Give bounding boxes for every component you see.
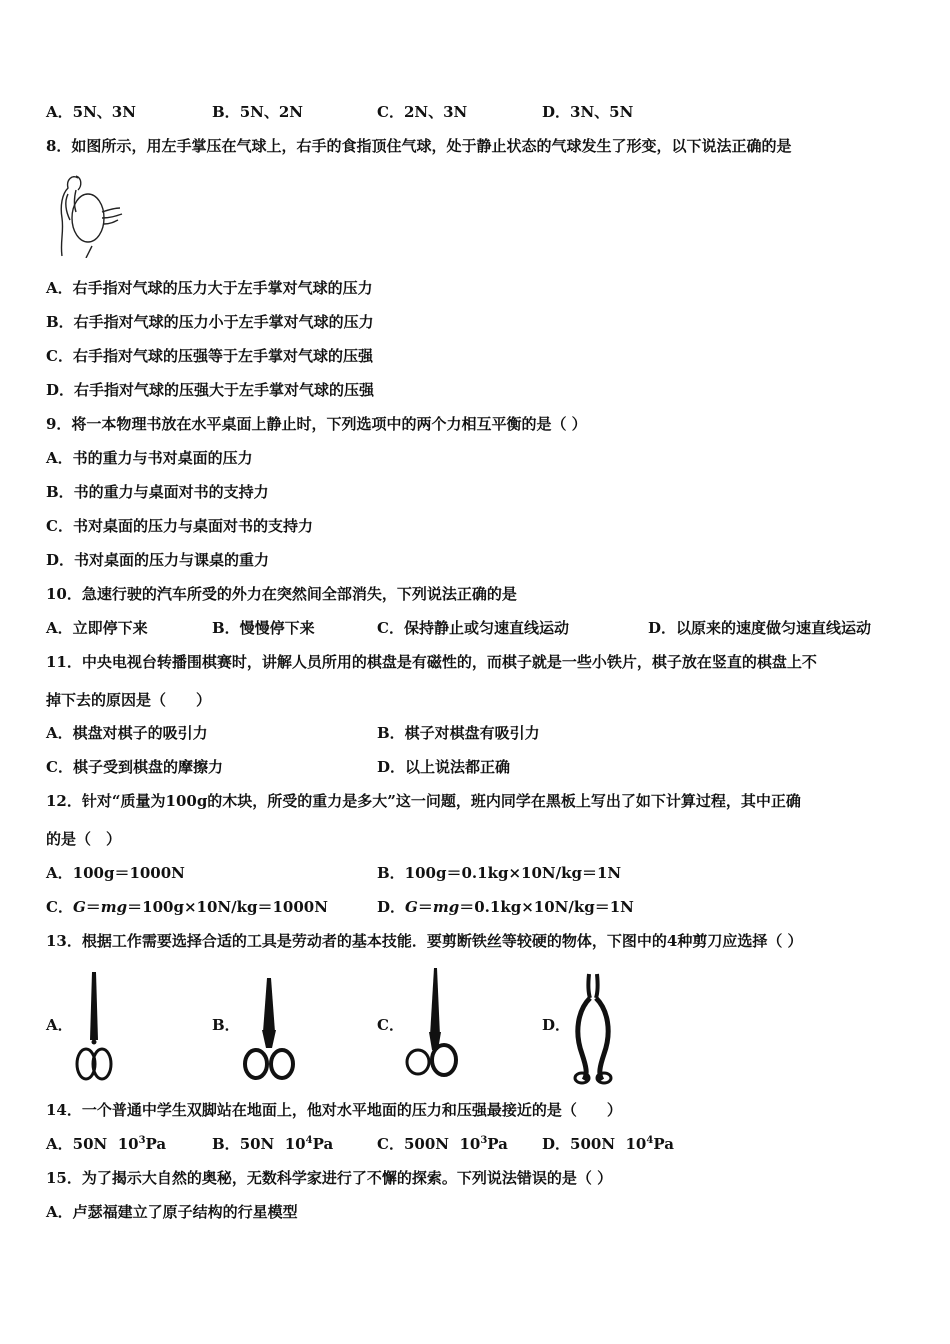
q11-option-c: C．棋子受到棋盘的摩擦力: [46, 758, 223, 776]
q7-option-c: C．2N、3N: [377, 103, 468, 121]
q12-stem-line2: 的是（ ）: [46, 830, 122, 848]
q15-stem: 15．为了揭示大自然的奥秘，无数科学家进行了不懈的探索。下列说法错误的是（ ）: [46, 1169, 613, 1187]
q7-option-d: D．3N、5N: [542, 103, 634, 121]
q13-label-d: D．: [542, 1016, 571, 1034]
q7-option-a: A．5N、3N: [46, 103, 136, 121]
q13-label-c: C．: [377, 1016, 404, 1034]
q9-option-b: B．书的重力与桌面对书的支持力: [46, 483, 269, 501]
q9-option-a: A．书的重力与书对桌面的压力: [46, 449, 253, 467]
q7-option-b: B．5N、2N: [212, 103, 303, 121]
q11-option-a: A．棋盘对棋子的吸引力: [46, 724, 208, 742]
q12-stem-line1: 12．针对“质量为100g的木块，所受的重力是多大”这一问题，班内同学在黑板上写出了如下计算过程，其中正确: [46, 792, 801, 810]
q12-option-a: A．100g＝1000N: [46, 864, 185, 882]
q13-label-a: A．: [46, 1016, 73, 1034]
q11-stem-line1: 11．中央电视台转播围棋赛时，讲解人员所用的棋盘是有磁性的，而棋子就是一些小铁片，棋子放在竖直的棋盘上不: [46, 653, 817, 671]
q13-scissors-a: [74, 968, 114, 1090]
q10-option-c: C．保持静止或匀速直线运动: [377, 619, 569, 637]
q12-option-c: C．G＝mg＝100g×10N/kg＝1000N: [46, 898, 328, 916]
q9-option-d: D．书对桌面的压力与课桌的重力: [46, 551, 270, 569]
scissors-icon: [242, 974, 296, 1086]
long-blade-scissors-icon: [74, 968, 114, 1086]
q8-option-c: C．右手指对气球的压强等于左手掌对气球的压强: [46, 347, 373, 365]
q8-option-b: B．右手指对气球的压力小于左手掌对气球的压力: [46, 313, 374, 331]
pointed-scissors-icon: [404, 966, 460, 1086]
q14-option-c: C．500N $10^3Pa$: [377, 1135, 508, 1153]
q14-option-a: A．50N $10^3Pa$: [46, 1135, 167, 1153]
q10-option-d: D．以原来的速度做匀速直线运动: [648, 619, 872, 637]
q9-option-c: C．书对桌面的压力与桌面对书的支持力: [46, 517, 313, 535]
q12-option-d: D．G＝mg＝0.1kg×10N/kg＝1N: [377, 898, 634, 916]
q8-option-a: A．右手指对气球的压力大于左手掌对气球的压力: [46, 279, 373, 297]
q13-stem: 13．根据工作需要选择合适的工具是劳动者的基本技能．要剪断铁丝等较硬的物体，下图中的4种剪刀应选择（ ）: [46, 932, 803, 950]
q13-scissors-c: [404, 966, 460, 1090]
q11-option-b: B．棋子对棋盘有吸引力: [377, 724, 540, 742]
q10-option-a: A．立即停下来: [46, 619, 148, 637]
balloon-press-icon: [52, 172, 132, 258]
q14-option-b: B．50N $10^4Pa$: [212, 1135, 334, 1153]
q12-option-b: B．100g＝0.1kg×10N/kg＝1N: [377, 864, 622, 882]
q11-option-d: D．以上说法都正确: [377, 758, 511, 776]
q15-option-a: A．卢瑟福建立了原子结构的行星模型: [46, 1203, 298, 1221]
q8-stem: 8．如图所示，用左手掌压在气球上，右手的食指顶住气球，处于静止状态的气球发生了形变，以下说法正确的是: [46, 137, 792, 155]
q10-stem: 10．急速行驶的汽车所受的外力在突然间全部消失，下列说法正确的是: [46, 585, 517, 603]
q14-option-d: D．500N $10^4Pa$: [542, 1135, 674, 1153]
q10-option-b: B．慢慢停下来: [212, 619, 315, 637]
balloon-hand-figure: [52, 172, 132, 262]
heavy-shears-icon: [570, 970, 616, 1086]
q11-stem-line2: 掉下去的原因是（ ）: [46, 691, 212, 709]
q13-scissors-b: [242, 974, 296, 1090]
q13-label-b: B．: [212, 1016, 240, 1034]
q14-stem: 14．一个普通中学生双脚站在地面上，他对水平地面的压力和压强最接近的是（ ）: [46, 1101, 622, 1119]
q8-option-d: D．右手指对气球的压强大于左手掌对气球的压强: [46, 381, 375, 399]
q13-scissors-d: [570, 970, 616, 1090]
q9-stem: 9．将一本物理书放在水平桌面上静止时，下列选项中的两个力相互平衡的是（ ）: [46, 415, 587, 433]
